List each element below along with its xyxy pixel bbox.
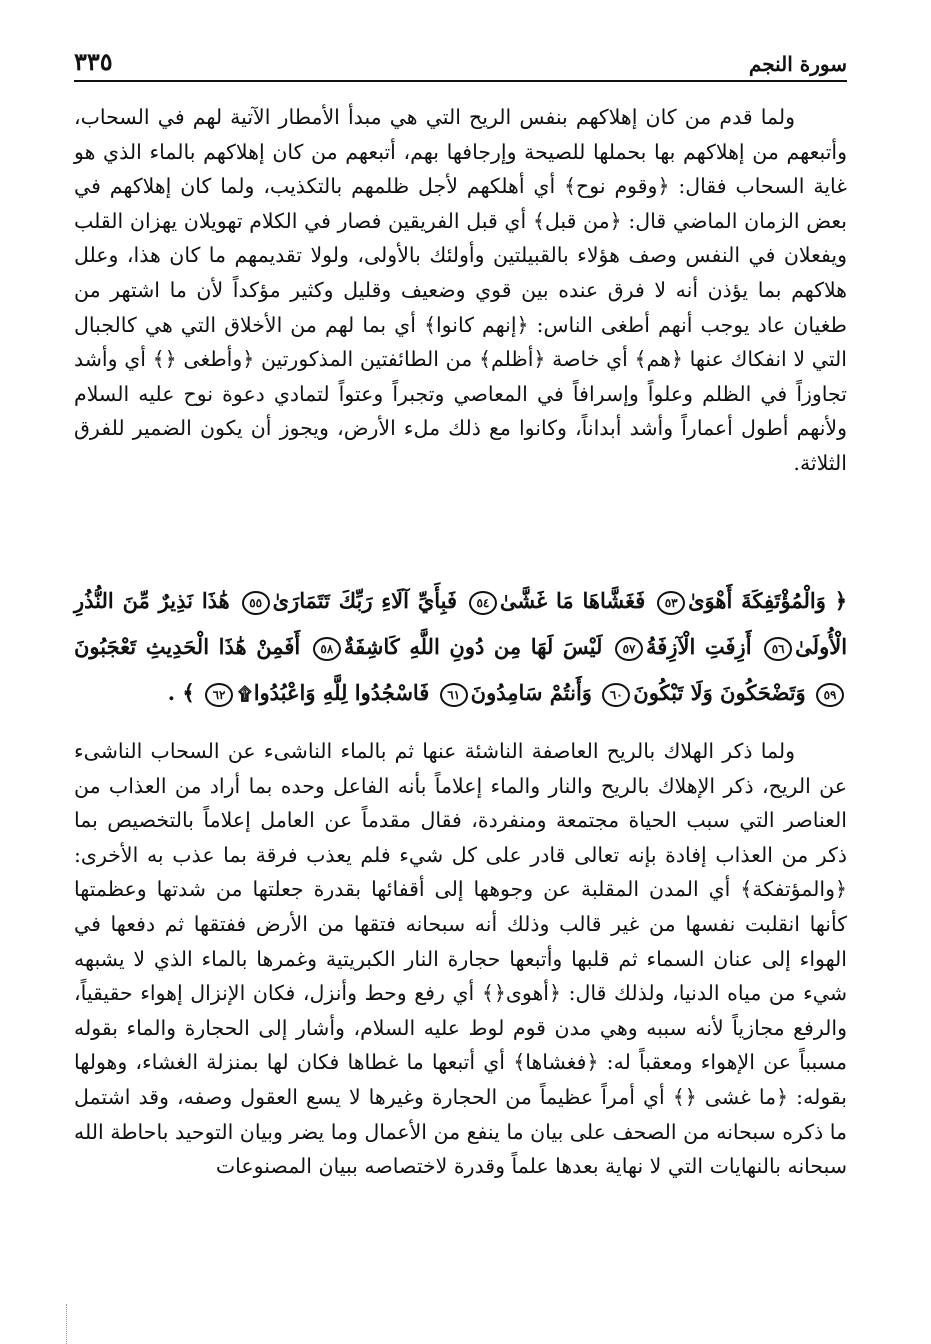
- ayah-number-marker: ٥٦: [764, 637, 792, 661]
- paragraph-text: ولما قدم من كان إهلاكهم بنفس الريح التي هي مبدأ الأمطار الآتية لهم في السحاب، وأتبعهم من إهلاكهم بها بحملها للصيحة وإرجافها بهم، أتبعهم من كان إهلاكهم بالماء الذي هو غاية السحاب فقال: ﴿وقوم نوح﴾ أي أهلكهم لأجل ظلمهم بالتكذيب، ولما كان إهلاكهم في بعض الزمان الماضي قال: ﴿من قبل﴾ أي قبل الفريقين فصار في الكلام تهويلان يهزان القلب ويفعلان في النفس وصف هؤلاء بالقبيلتين وأولئك بالأولى، ولولا تقديمهم ما كان هذا، وعلل هلاكهم بما يؤذن أنه لا فرق عنده بين قوي وضعيف وقليل وكثير مؤكداً لأن ما اشتهر من طغيان عاد يوجب أنهم أطغى الناس: ﴿إنهم كانوا﴾ أي بما لهم من الأخلاق التي هي كالجبال التي لا انفكاك عنها ﴿هم﴾ أي خاصة ﴿أظلم﴾ من الطائفتين المذكورتين ﴿وأطغى ﴿﴾ أي وأشد تجاوزاً في الظلم وعلواً وإسرافاً في المعاصي وتجبراً وعتواً لتمادي دعوة نوح عليه السلام ولأنهم أطول أعماراً وأشد أبداناً، وكانوا مع ذلك ملء الأرض، ويجوز أن يكون الضمير للفرق الثلاثة.: [74, 105, 847, 475]
- verse-text: فَغَشَّاهَا مَا غَشَّىٰ: [499, 588, 646, 613]
- verse-text: هَٰذَا نَذِيرٌ مِّنَ النُّذُرِ الْأُولَىٰ: [74, 588, 848, 659]
- verse-text: فَاسْجُدُوا لِلَّهِ وَاعْبُدُوا: [253, 680, 430, 705]
- verse-text: وَأَنتُمْ سَامِدُونَ: [470, 680, 592, 705]
- ayah-number-marker: ٥٥: [242, 591, 270, 615]
- ayah-number-marker: ٥٧: [615, 637, 643, 661]
- margin-dotted-line: [66, 1304, 71, 1344]
- sajda-mark-icon: ۩: [238, 683, 252, 705]
- ayah-number-marker: ٥٣: [657, 591, 685, 615]
- verse-text: فَبِأَيِّ آلَاءِ رَبِّكَ تَتَمَارَىٰ: [272, 588, 458, 613]
- page-header: [74, 44, 847, 82]
- commentary-paragraph-2: [74, 734, 847, 1184]
- verse-text: أَفَمِنْ هَٰذَا الْحَدِيثِ تَعْجَبُونَ: [74, 634, 301, 659]
- verse-text: وَالْمُؤْتَفِكَةَ أَهْوَىٰ: [688, 588, 826, 613]
- ayah-number-marker: ٥٩: [816, 683, 844, 707]
- ayah-number-marker: ٦٠: [602, 683, 630, 707]
- running-title: سورة النجم: [748, 52, 847, 76]
- ayah-number-marker: ٦١: [440, 683, 468, 707]
- verse-text: أَزِفَتِ الْآزِفَةُ: [646, 634, 752, 659]
- quran-verses-block: [74, 578, 847, 722]
- verse-text: لَيْسَ لَهَا مِن دُونِ اللَّهِ كَاشِفَةٌ: [343, 634, 603, 659]
- verse-text: وَتَضْحَكُونَ وَلَا تَبْكُونَ: [633, 680, 806, 705]
- ayah-number-marker: ٥٤: [469, 591, 497, 615]
- ayah-number-marker: ٦٢: [205, 683, 233, 707]
- commentary-paragraph-1: [74, 100, 847, 481]
- paragraph-text: ولما ذكر الهلاك بالريح العاصفة الناشئة عنها ثم بالماء الناشىء عن السحاب الناشىء عن الريح، ذكر الإهلاك بالريح والنار والماء إعلاماً بأنه الفاعل وحده بما أراد من العذاب من العناصر التي سبب الحياة مجتمعة ومنفردة، فقال مقدماً عن العامل إعلاماً بالتخصيص بما ذكر من العذاب إفادة بإنه تعالى قادر على كل شيء فلم يعذب فرقة بما عذب به الأخرى: ﴿والمؤتفكة﴾ أي المدن المقلبة عن وجوهها إلى أقفائها بقدرة جعلتها من شدتها وعظمتها كأنها انقلبت نفسها من غير قالب وذلك أنه سبحانه فتقها من الأرض ففتقها ثم دفعها في الهواء إلى عنان السماء ثم قلبها وأتبعها حجارة النار الكبريتية وغمرها بالماء الذي لا يشبهه شيء من مياه الدنيا، ولذلك قال: ﴿أهوى﴿﴾ أي رفع وحط وأنزل، فكان الإنزال إهواء حقيقياً، والرفع مجازياً لأنه سببه وهي مدن قوم لوط عليه السلام، وأشار إلى الحجارة والماء بقوله مسبباً عن الإهواء ومعقباً له: ﴿فغشاها﴾ أي أتبعها ما غطاها فكان لها بمنزلة الغشاء، وهولها بقوله: ﴿ما غشى ﴿﴾ أي أمراً عظيماً من الحجارة وغيرها لا يسع العقول وصفه، وقد اشتمل ما ذكره سبحانه من الصحف على بيان ما ينفع من الأعمال وما يضر وبيان التوحيد باحاطة الله سبحانه بالنهايات التي لا نهاية بعدها علماً وقدرة لاختصاصه ببيان المصنوعات: [74, 739, 847, 1179]
- verse-close-brace: ﴾: [182, 680, 195, 705]
- verse-end-mark: .: [167, 680, 176, 705]
- verse-open-brace: ﴿: [834, 588, 848, 613]
- page-number: ٣٣٥: [74, 47, 113, 76]
- ayah-number-marker: ٥٨: [313, 637, 341, 661]
